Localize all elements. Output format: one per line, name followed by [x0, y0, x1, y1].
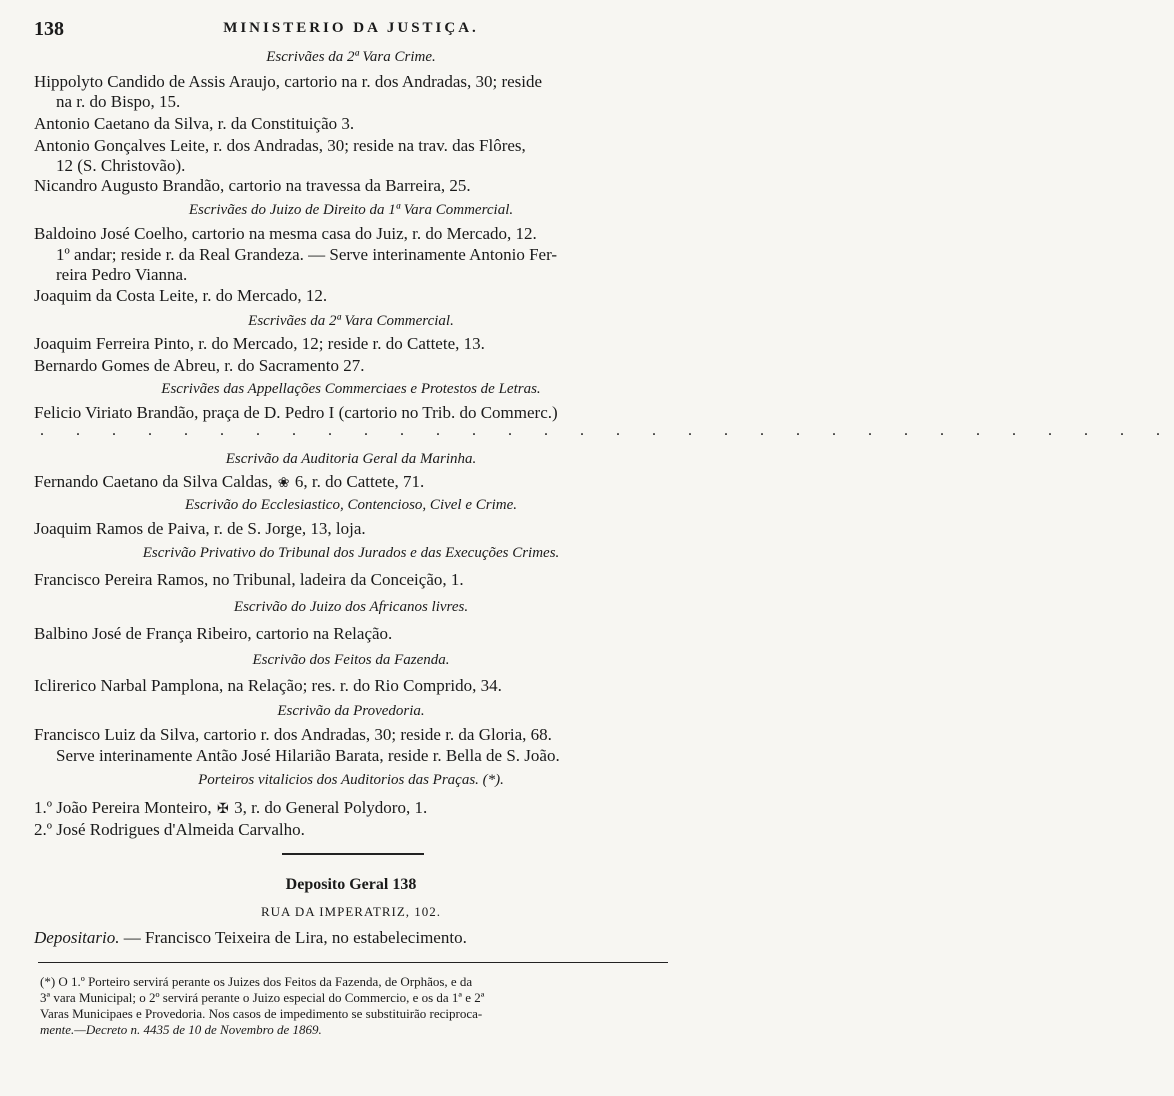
entry-line: Antonio Gonçalves Leite, r. dos Andradas, 30; reside na trav. das Flôres, [34, 136, 526, 155]
entry-text: 3, r. do General Polydoro, 1. [234, 798, 428, 817]
entry-line: Francisco Luiz da Silva, cartorio r. dos Andradas, 30; reside r. da Gloria, 68. [34, 725, 552, 744]
footnote-line: mente.—Decreto n. 4435 de 10 de Novembro de 1869. [40, 1022, 322, 1037]
entry-line: Nicandro Augusto Brandão, cartorio na travessa da Barreira, 25. [34, 176, 471, 195]
entry-line: reira Pedro Vianna. [56, 265, 188, 284]
entry-line: Serve interinamente Antão José Hilarião Barata, reside r. Bella de S. João. [56, 746, 560, 765]
entry-line: Bernardo Gomes de Abreu, r. do Sacramento 27. [34, 356, 365, 375]
entry-line: Felicio Viriato Brandão, praça de D. Pedro I (cartorio no Trib. do Commerc.) [34, 403, 558, 422]
entry-line: Joaquim Ramos de Paiva, r. de S. Jorge, 13, loja. [34, 519, 366, 538]
entry-line: Hippolyto Candido de Assis Araujo, cartorio na r. dos Andradas, 30; reside [34, 72, 543, 91]
section-heading: Escrivães da 2ª Vara Commercial. [248, 313, 454, 329]
section-heading: Escrivães do Juizo de Direito da 1ª Vara Commercial. [188, 202, 514, 218]
depositario-text: — Francisco Teixeira de Lira, no estabelecimento. [123, 928, 467, 947]
entry-line: na r. do Bispo, 15. [56, 92, 181, 111]
section-heading: Escrivães das Appellações Commerciaes e Protestos de Letras. [161, 381, 541, 397]
section-heading: Escrivão do Ecclesiastico, Contencioso, Civel e Crime. [184, 497, 517, 513]
cross-order-icon: ✠ [216, 802, 229, 817]
entry-line: 2.º José Rodrigues d'Almeida Carvalho. [34, 820, 305, 839]
footnote-line: Varas Municipaes e Provedoria. Nos casos de impedimento se substituirão reciproca- [40, 1006, 483, 1021]
deposito-entry [34, 928, 668, 947]
entry-line: Antonio Caetano da Silva, r. da Constituição 3. [34, 114, 355, 133]
entry-line [34, 798, 668, 819]
entry-line: Balbino José de França Ribeiro, cartorio na Relação. [34, 624, 393, 643]
rose-order-icon: ❀ [277, 476, 290, 491]
deposito-title: Deposito Geral 138 [285, 876, 417, 893]
divider [282, 853, 424, 855]
dotted-leader: . . . . . . . . . . . . . . . . . . . . . . . . . . . . . . . . [40, 422, 1174, 439]
section-heading: Escrivão dos Feitos da Fazenda. [252, 652, 450, 668]
entry-line: Iclirerico Narbal Pamplona, na Relação; res. r. do Rio Comprido, 34. [34, 676, 502, 695]
section-heading: Escrivão da Provedoria. [277, 703, 425, 719]
section-heading: Escrivães da 2ª Vara Crime. [266, 49, 436, 65]
page-header [34, 18, 668, 42]
footnote-divider [38, 962, 668, 963]
section-heading: Porteiros vitalicios dos Auditorios das Praças. (*). [198, 772, 504, 788]
section-heading: Escrivão Privativo do Tribunal dos Jurados e das Execuções Crimes. [142, 545, 560, 561]
entry-line: Joaquim da Costa Leite, r. do Mercado, 12. [34, 286, 328, 305]
footnote-line: (*) O 1.º Porteiro servirá perante os Juizes dos Feitos da Fazenda, de Orphãos, e da [40, 974, 473, 989]
deposito-address: RUA DA IMPERATRIZ, 102. [260, 904, 442, 919]
page-number: 138 [34, 18, 64, 40]
section-heading: Escrivão da Auditoria Geral da Marinha. [225, 451, 477, 467]
footnote-line: 3ª vara Municipal; o 2º servirá perante o Juizo especial do Commercio, e os da 1ª e 2ª [40, 990, 485, 1005]
entry-line: Joaquim Ferreira Pinto, r. do Mercado, 12; reside r. do Cattete, 13. [34, 334, 485, 353]
entry-text: 6, r. do Cattete, 71. [294, 472, 425, 491]
entry-text: 1.º João Pereira Monteiro, [34, 798, 212, 817]
entry-line: 1º andar; reside r. da Real Grandeza. — Serve interinamente Antonio Fer- [56, 245, 558, 264]
entry-text: Fernando Caetano da Silva Caldas, [34, 472, 273, 491]
depositario-label: Depositario. [34, 928, 120, 947]
entry-line: 12 (S. Christovão). [56, 156, 186, 175]
entry-line: Francisco Pereira Ramos, no Tribunal, ladeira da Conceição, 1. [34, 570, 464, 589]
entry-line: Baldoino José Coelho, cartorio na mesma casa do Juiz, r. do Mercado, 12. [34, 224, 537, 243]
page-title: MINISTERIO DA JUSTIÇA. [223, 20, 479, 36]
entry-line [34, 472, 668, 493]
section-heading: Escrivão do Juizo dos Africanos livres. [233, 599, 469, 615]
